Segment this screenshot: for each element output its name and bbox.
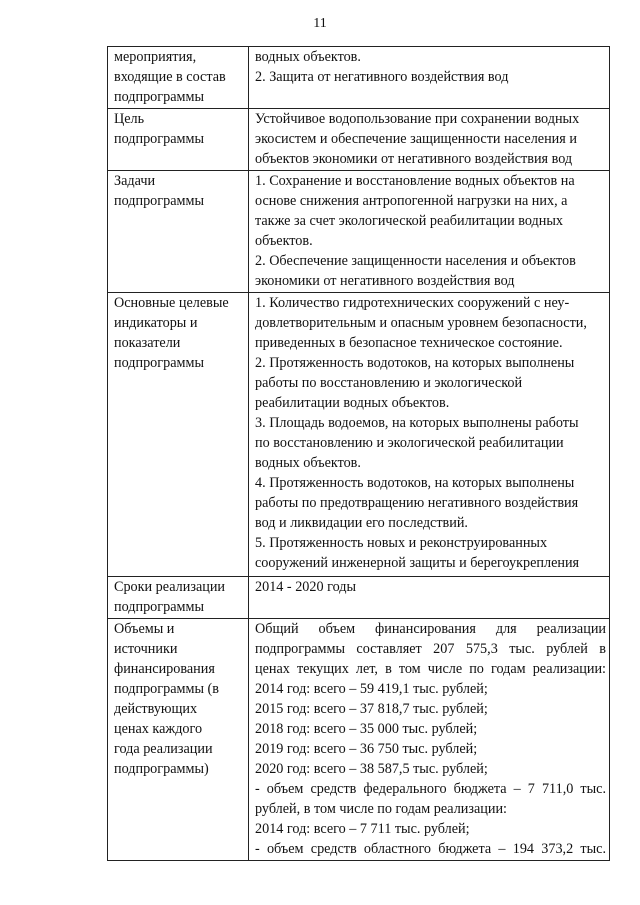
value-line: также за счет экологической реабилитации водных [255, 213, 563, 229]
value-line: 2. Протяженность водотоков, на которых выполнены [255, 355, 575, 371]
value-line: 2015 год: всего – 37 818,7 тыс. рублей; [255, 701, 488, 717]
value-line: основе снижения антропогенной нагрузки на них, а [255, 193, 568, 209]
label-line: входящие в состав [114, 69, 226, 85]
value-line: реабилитации водных объектов. [255, 395, 450, 411]
value-line: 2020 год: всего – 38 587,5 тыс. рублей; [255, 761, 488, 777]
label-line: действующих [114, 701, 198, 717]
label-line: подпрограммы [114, 599, 204, 615]
row-label-financing [108, 619, 249, 861]
value-line: довлетворительным и опасным уровнем безопасности, [255, 315, 587, 331]
row-label-goal [108, 109, 249, 171]
value-line: - объем средств федерального бюджета – 7 711,0 тыс. [255, 781, 606, 797]
value-line: ценах текущих лет, в том числе по годам реализации: [255, 661, 606, 677]
row-label-activities [108, 47, 249, 109]
value-line: 5. Протяженность новых и реконструированных [255, 535, 548, 551]
row-value-goal [249, 109, 610, 171]
value-line: объектов. [255, 233, 313, 249]
label-line: Сроки реализации [114, 579, 226, 595]
value-line: 2. Защита от негативного воздействия вод [255, 69, 509, 85]
label-line: мероприятия, [114, 49, 197, 65]
label-line: подпрограммы [114, 193, 204, 209]
value-line: Устойчивое водопользование при сохранении водных [255, 111, 580, 127]
row-label-tasks [108, 171, 249, 293]
table-row-indicators [108, 293, 610, 577]
value-line: 2018 год: всего – 35 000 тыс. рублей; [255, 721, 478, 737]
row-value-tasks [249, 171, 610, 293]
label-line: подпрограммы [114, 89, 204, 105]
value-line: объектов экономики от негативного воздействия вод [255, 151, 573, 167]
label-line: подпрограммы [114, 355, 204, 371]
table-row-goal [108, 109, 610, 171]
label-line: подпрограммы [114, 131, 204, 147]
label-line: Основные целевые [114, 295, 229, 311]
table-row-terms [108, 577, 610, 619]
value-line: работы по восстановлению и экологической [255, 375, 523, 391]
value-line: Общий объем финансирования для реализации [255, 621, 606, 637]
value-line: 1. Сохранение и восстановление водных объектов на [255, 173, 575, 189]
value-line: 4. Протяженность водотоков, на которых выполнены [255, 475, 575, 491]
value-line: 2014 год: всего – 7 711 тыс. рублей; [255, 821, 470, 837]
label-line: Объемы и [114, 621, 175, 637]
value-line: 2014 год: всего – 59 419,1 тыс. рублей; [255, 681, 488, 697]
value-line: приведенных в безопасное техническое состояние. [255, 335, 563, 351]
value-line: водных объектов. [255, 49, 361, 65]
table-row-tasks [108, 171, 610, 293]
value-line: 2014 - 2020 годы [255, 579, 357, 595]
value-line: 2019 год: всего – 36 750 тыс. рублей; [255, 741, 478, 757]
label-line: показатели [114, 335, 181, 351]
label-line: индикаторы и [114, 315, 198, 331]
value-line: экономики от негативного воздействия вод [255, 273, 515, 289]
value-line: по восстановлению и экологической реабилитации [255, 435, 564, 451]
table-row-activities [108, 47, 610, 109]
row-label-indicators [108, 293, 249, 577]
value-line: - объем средств областного бюджета – 194 373,2 тыс. [255, 841, 606, 857]
label-line: подпрограммы) [114, 761, 209, 777]
value-line: экосистем и обеспечение защищенности населения и [255, 131, 577, 147]
label-line: Цель [114, 111, 145, 127]
value-line: водных объектов. [255, 455, 361, 471]
value-line: вод и ликвидации его последствий. [255, 515, 468, 531]
label-line: финансирования [114, 661, 215, 677]
row-value-financing [249, 619, 610, 861]
label-line: подпрограммы (в [114, 681, 219, 697]
label-line: Задачи [114, 173, 156, 189]
label-line: ценах каждого [114, 721, 203, 737]
value-line: работы по предотвращению негативного воздействия [255, 495, 579, 511]
row-value-terms [249, 577, 610, 619]
label-line: источники [114, 641, 178, 657]
row-label-terms [108, 577, 249, 619]
value-line: рублей, в том числе по годам реализации: [255, 801, 507, 817]
label-line: года реализации [114, 741, 213, 757]
value-line: подпрограммы составляет 207 575,3 тыс. рублей в [255, 641, 606, 657]
subprogram-passport-table [107, 46, 610, 861]
value-line: 1. Количество гидротехнических сооружений с неу- [255, 295, 570, 311]
row-value-indicators [249, 293, 610, 577]
value-line: 3. Площадь водоемов, на которых выполнены работы [255, 415, 579, 431]
row-value-activities [249, 47, 610, 109]
value-line: сооружений инженерной защиты и берегоукрепления [255, 555, 580, 571]
table-row-financing [108, 619, 610, 861]
value-line: 2. Обеспечение защищенности населения и объектов [255, 253, 576, 269]
page-number: 11 [313, 16, 327, 31]
